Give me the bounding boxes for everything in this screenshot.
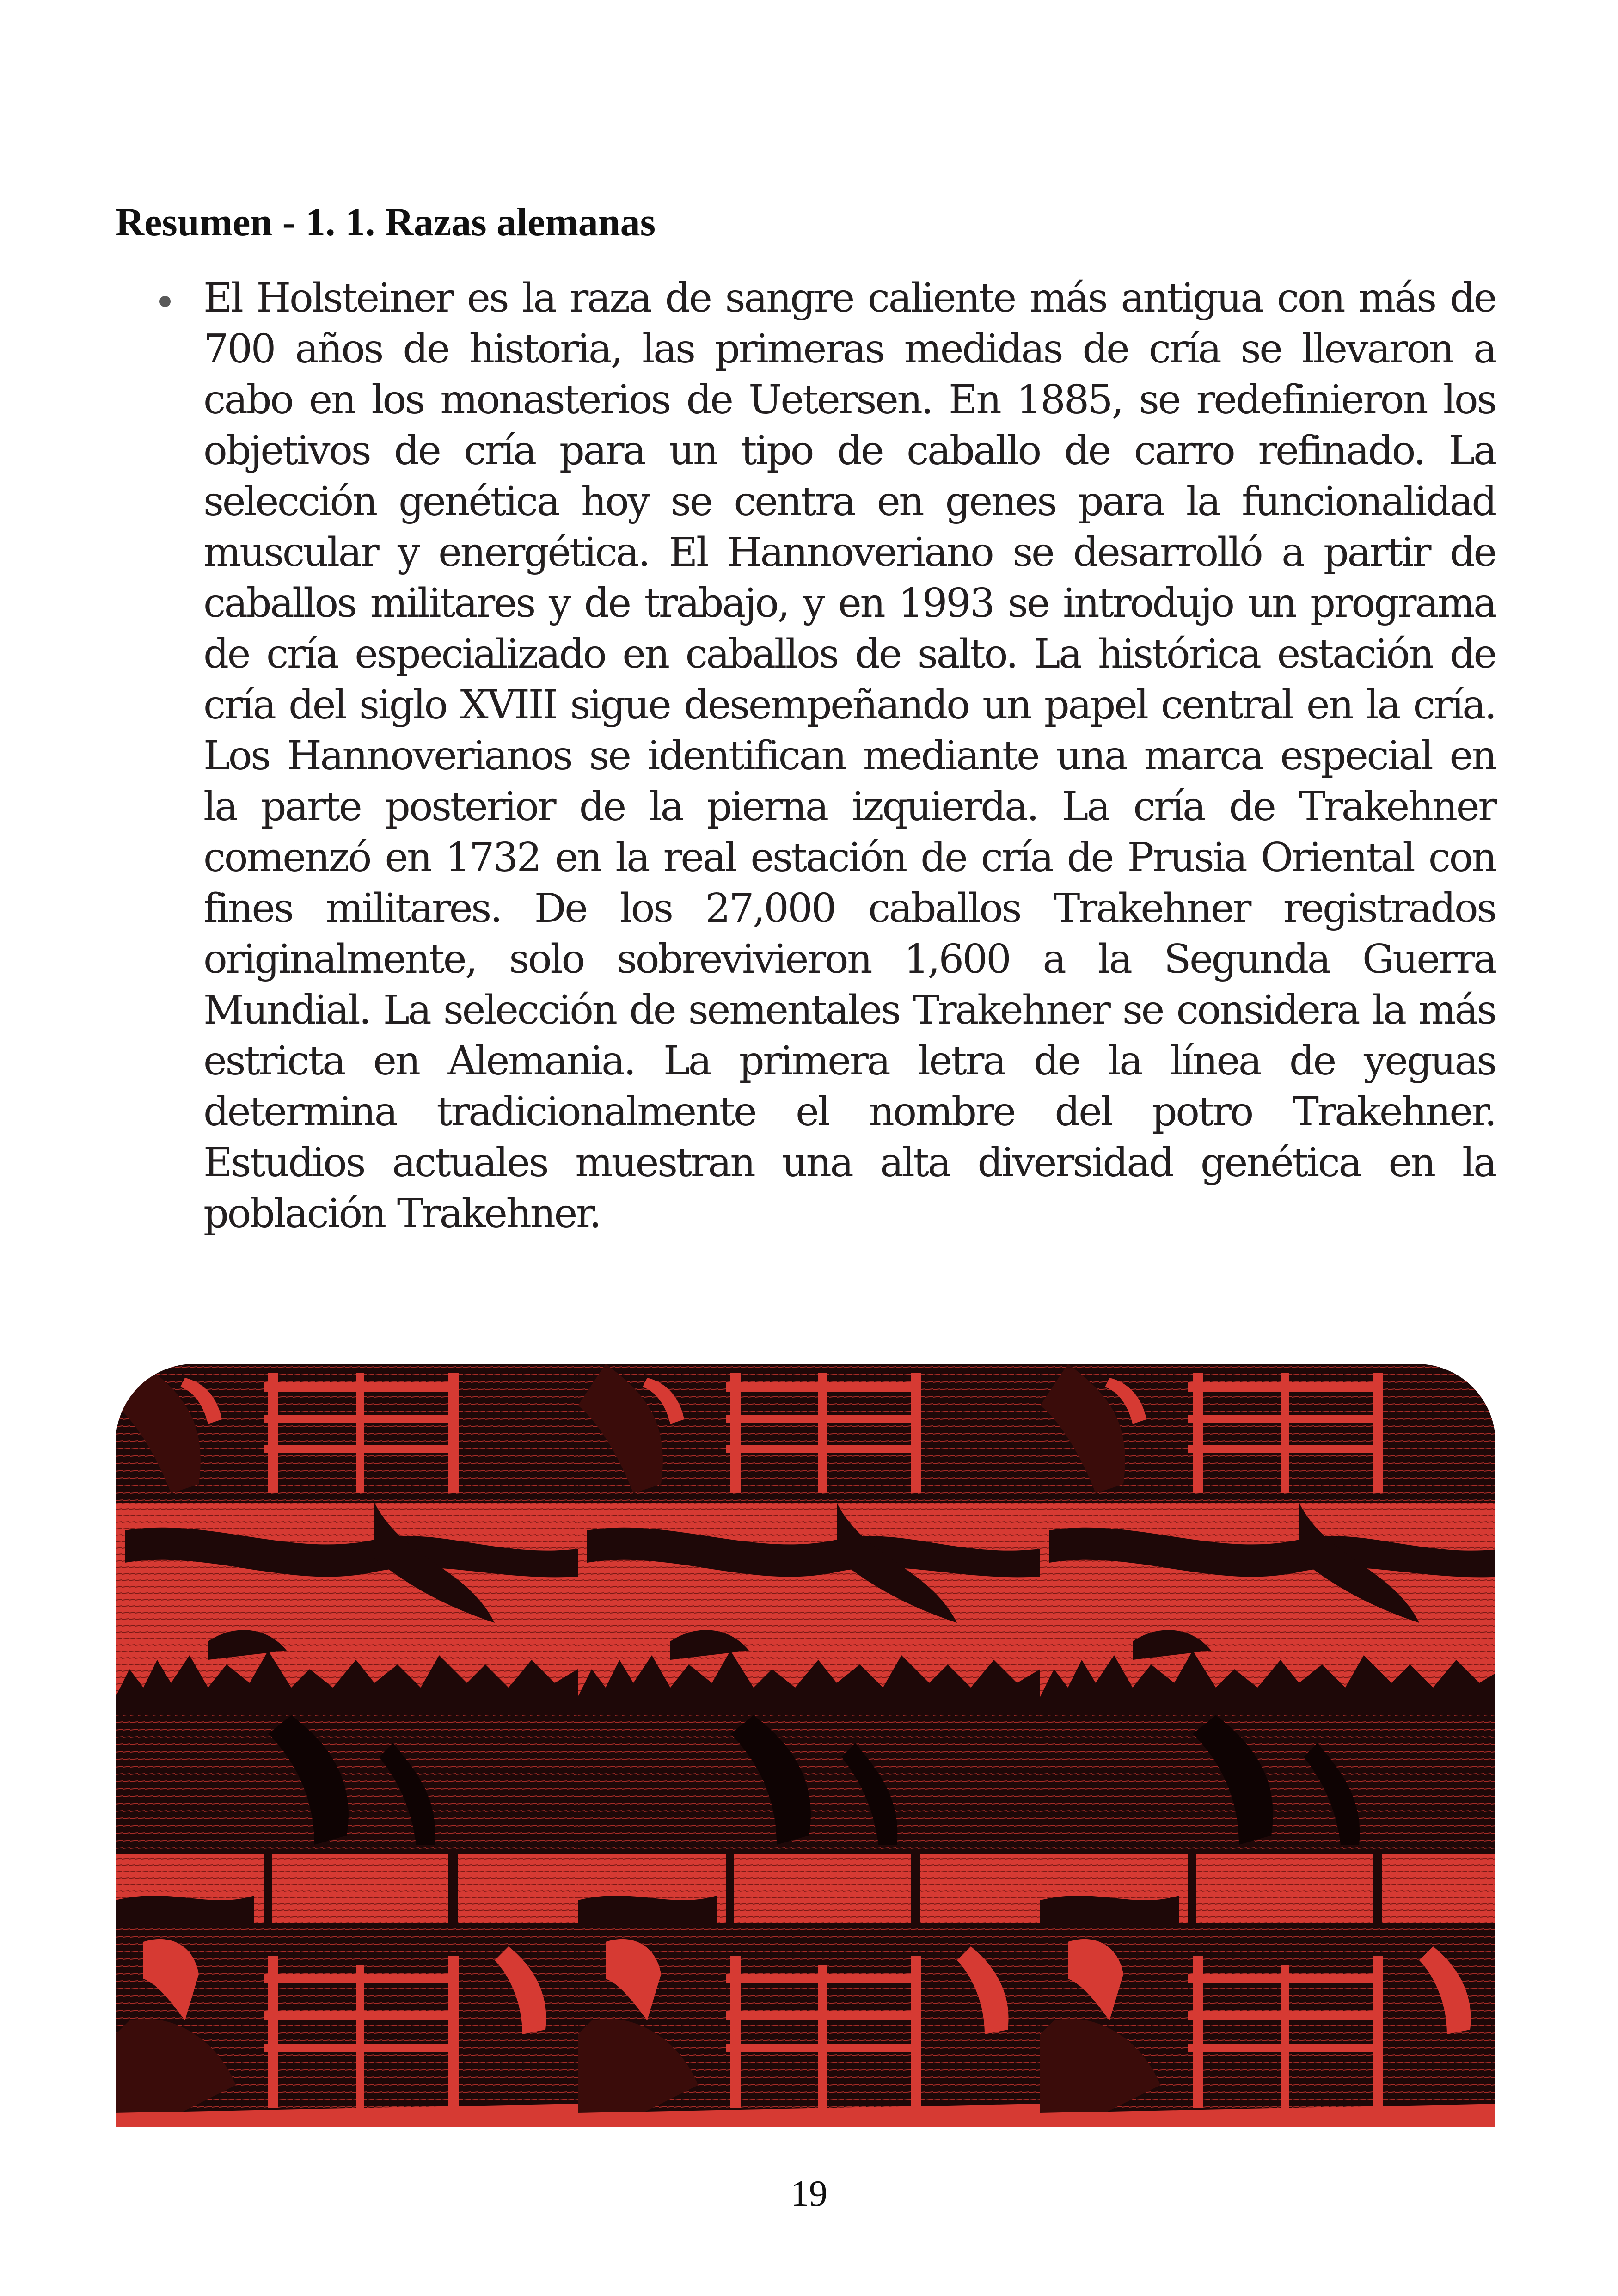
horse-jump-image <box>116 1364 1495 2127</box>
section-heading: Resumen - 1. 1. Razas alemanas <box>116 200 656 244</box>
summary-paragraph: El Holsteiner es la raza de sangre caliente más antigua con más de 700 años de historia, las primeras medidas de cría se llevaron a cabo en los monasterios de Uetersen. En 1885, se redefinieron los objetivos de cría para un tipo de caballo de carro refinado. La selección genética hoy se centra en genes para la funcionalidad muscular y energética. El Hannoveriano se desarrolló a partir de caballos militares y de trabajo, y en 1993 se introdujo un programa de cría especializado en caballos de salto. La histórica estación de cría del siglo XVIII sigue desempeñando un papel central en la cría. Los Hannoverianos se identifican mediante una marca especial en la parte posterior de la pierna izquierda. La cría de Trakehner comenzó en 1732 en la real estación de cría de Prusia Oriental con fines militares. De los 27,000 caballos Trakehner registrados originalmente, solo sobrevivieron 1,600 a la Segunda Guerra Mundial. La selección de sementales Trakehner se considera la más estricta en Alemania. La primera letra de la línea de yeguas determina tradicionalmente el nombre del potro Trakehner. Estudios actuales muestran una alta diversidad genética en la población Trakehner. <box>203 275 1495 1237</box>
page-number: 19 <box>791 2173 827 2214</box>
summary-list <box>116 273 1495 1239</box>
bullet-icon <box>159 296 171 307</box>
summary-bullet-item <box>116 273 1495 1239</box>
woodcut-illustration <box>116 1364 1495 2127</box>
